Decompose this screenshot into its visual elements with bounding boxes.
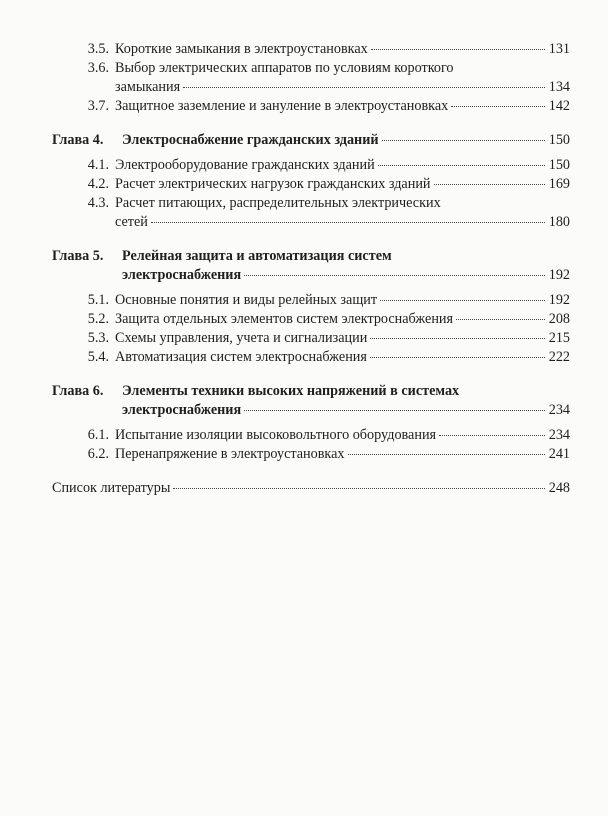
toc-chapter-6[interactable] bbox=[52, 382, 570, 420]
toc-entry-3-6[interactable] bbox=[52, 59, 570, 97]
toc-chapter-number: Глава 6. bbox=[52, 383, 104, 399]
dot-leader bbox=[183, 87, 545, 88]
toc-entry-title: Расчет питающих, распределительных электрических bbox=[115, 195, 441, 211]
toc-entry-title: Основные понятия и виды релейных защит bbox=[115, 292, 378, 308]
toc-entry-page: 150 bbox=[548, 132, 570, 148]
dot-leader bbox=[439, 435, 545, 436]
toc-entry-6-1[interactable] bbox=[52, 426, 570, 445]
toc-entry-3-7[interactable] bbox=[52, 97, 570, 116]
toc-entry-5-2[interactable] bbox=[52, 310, 570, 329]
dot-leader bbox=[456, 319, 545, 320]
toc-entry-title: Испытание изоляции высоковольтного оборудования bbox=[115, 427, 437, 443]
toc-entry-title: Список литературы bbox=[52, 480, 171, 496]
toc-entry-page: 208 bbox=[548, 311, 570, 327]
toc-entry-number: 4.2. bbox=[87, 176, 109, 192]
toc-entry-page: 241 bbox=[548, 446, 570, 462]
toc-entry-6-2[interactable] bbox=[52, 445, 570, 464]
toc-entry-page: 215 bbox=[548, 330, 570, 346]
toc-entry-page: 222 bbox=[548, 349, 570, 365]
dot-leader bbox=[348, 454, 546, 455]
toc-entry-number: 5.4. bbox=[87, 349, 109, 365]
toc-entry-title-cont: сетей bbox=[115, 214, 148, 230]
toc-chapter-4[interactable] bbox=[52, 131, 570, 150]
spacer bbox=[52, 232, 570, 247]
toc-chapter-title-cont: электроснабжения bbox=[122, 402, 242, 418]
toc-entry-page: 180 bbox=[548, 214, 570, 230]
toc-entry-3-5[interactable] bbox=[52, 40, 570, 59]
spacer bbox=[52, 367, 570, 382]
dot-leader bbox=[370, 357, 545, 358]
toc-chapter-title: Релейная защита и автоматизация систем bbox=[122, 248, 392, 264]
toc-entry-title-cont: замыкания bbox=[115, 79, 181, 95]
toc-entry-title: Короткие замыкания в электроустановках bbox=[115, 41, 368, 57]
dot-leader bbox=[151, 222, 545, 223]
toc-chapter-title: Электроснабжение гражданских зданий bbox=[122, 132, 379, 148]
toc-entry-number: 5.2. bbox=[87, 311, 109, 327]
toc-entry-page: 134 bbox=[548, 79, 570, 95]
toc-chapter-number: Глава 4. bbox=[52, 132, 104, 148]
dot-leader bbox=[380, 300, 545, 301]
dot-leader bbox=[244, 410, 545, 411]
toc-entry-number: 3.7. bbox=[87, 98, 109, 114]
toc-entry-bibliography[interactable] bbox=[52, 479, 570, 498]
toc-entry-title: Схемы управления, учета и сигнализации bbox=[115, 330, 368, 346]
dot-leader bbox=[244, 275, 545, 276]
dot-leader bbox=[451, 106, 545, 107]
toc-entry-page: 131 bbox=[548, 41, 570, 57]
toc-entry-number: 3.6. bbox=[87, 60, 109, 76]
toc-entry-number: 6.2. bbox=[87, 446, 109, 462]
toc-entry-4-3[interactable] bbox=[52, 194, 570, 232]
toc-entry-number: 4.3. bbox=[87, 195, 109, 211]
toc-entry-page: 234 bbox=[548, 402, 570, 418]
dot-leader bbox=[371, 49, 545, 50]
toc-entry-page: 150 bbox=[548, 157, 570, 173]
toc-entry-title: Автоматизация систем электроснабжения bbox=[115, 349, 367, 365]
toc-entry-4-2[interactable] bbox=[52, 175, 570, 194]
toc-entry-title: Защитное заземление и зануление в электроустановках bbox=[115, 98, 449, 114]
toc-entry-number: 5.1. bbox=[87, 292, 109, 308]
toc-entry-5-3[interactable] bbox=[52, 329, 570, 348]
spacer bbox=[52, 116, 570, 131]
toc-entry-title: Защита отдельных элементов систем электроснабжения bbox=[115, 311, 454, 327]
toc-entry-number: 5.3. bbox=[87, 330, 109, 346]
toc-entry-title: Электрооборудование гражданских зданий bbox=[115, 157, 375, 173]
toc-entry-number: 6.1. bbox=[87, 427, 109, 443]
toc-entry-page: 192 bbox=[548, 292, 570, 308]
toc-entry-4-1[interactable] bbox=[52, 156, 570, 175]
toc-entry-page: 169 bbox=[548, 176, 570, 192]
toc-entry-page: 192 bbox=[548, 267, 570, 283]
toc-entry-title: Выбор электрических аппаратов по условиям короткого bbox=[115, 60, 454, 76]
toc-chapter-5[interactable] bbox=[52, 247, 570, 285]
dot-leader bbox=[173, 488, 545, 489]
toc-entry-5-1[interactable] bbox=[52, 291, 570, 310]
toc-entry-number: 3.5. bbox=[87, 41, 109, 57]
table-of-contents bbox=[52, 40, 570, 498]
toc-chapter-title: Элементы техники высоких напряжений в системах bbox=[122, 383, 460, 399]
dot-leader bbox=[382, 140, 545, 141]
spacer bbox=[52, 464, 570, 479]
toc-entry-page: 248 bbox=[548, 480, 570, 496]
toc-entry-number: 4.1. bbox=[87, 157, 109, 173]
toc-entry-title: Расчет электрических нагрузок гражданских зданий bbox=[115, 176, 431, 192]
toc-chapter-title-cont: электроснабжения bbox=[122, 267, 242, 283]
toc-chapter-number: Глава 5. bbox=[52, 248, 104, 264]
toc-entry-page: 142 bbox=[548, 98, 570, 114]
toc-entry-page: 234 bbox=[548, 427, 570, 443]
toc-entry-title: Перенапряжение в электроустановках bbox=[115, 446, 345, 462]
dot-leader bbox=[378, 165, 545, 166]
dot-leader bbox=[434, 184, 545, 185]
toc-entry-5-4[interactable] bbox=[52, 348, 570, 367]
dot-leader bbox=[370, 338, 545, 339]
